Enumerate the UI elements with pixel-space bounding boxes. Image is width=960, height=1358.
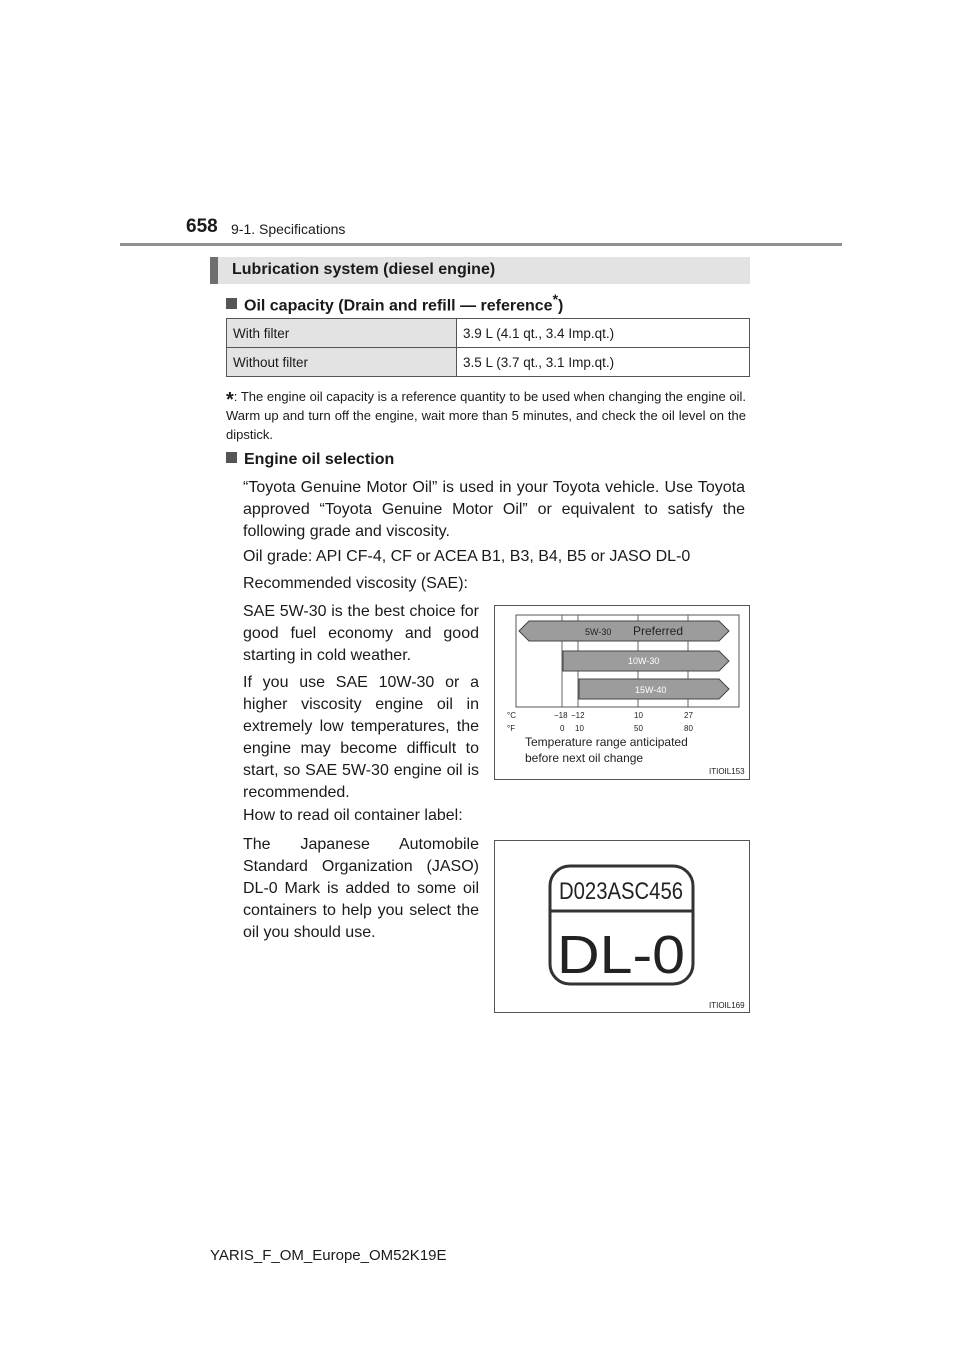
oil-capacity-heading	[226, 291, 563, 315]
viscosity-chart	[495, 606, 749, 779]
footnote-mark: *	[226, 389, 234, 411]
oil-capacity-table	[226, 318, 750, 377]
unit-fahrenheit: °F	[507, 724, 516, 733]
tick-f: 0	[560, 724, 565, 733]
higher-viscosity-paragraph: If you use SAE 10W-30 or a higher viscosity engine oil in extremely low temperatures, the engine may become difficult to start, so SAE 5W-30 engine oil is recommended.	[243, 674, 479, 801]
table-cell-value: 3.9 L (4.1 qt., 3.4 Imp.qt.)	[457, 319, 750, 348]
tick-f: 80	[684, 724, 693, 733]
page-number: 658	[186, 216, 218, 237]
bar-5w30-label: 5W-30	[585, 627, 612, 637]
label-howto: How to read oil container label:	[243, 807, 463, 824]
section-header	[210, 257, 750, 284]
jaso-label-drawing	[495, 841, 749, 1012]
bullet-square-icon	[226, 298, 237, 309]
table-cell-label: With filter	[227, 319, 457, 348]
oil-capacity-heading-text: Oil capacity (Drain and refill — reference	[244, 297, 553, 315]
section-title: Lubrication system (diesel engine)	[232, 261, 496, 278]
label-code-text: D023ASC456	[559, 878, 683, 905]
label-figure	[494, 840, 750, 1013]
tick-c: −18	[554, 711, 568, 720]
bar-15w40-label: 15W-40	[635, 685, 667, 695]
viscosity-figure	[494, 605, 750, 780]
bar-5w30	[519, 621, 729, 641]
preferred-label: Preferred	[633, 624, 684, 638]
header-rule	[120, 243, 842, 246]
footnote	[226, 386, 746, 444]
oil-grade: Oil grade: API CF-4, CF or ACEA B1, B3, B4, B5 or JASO DL-0	[243, 548, 691, 565]
tick-c: 27	[684, 711, 693, 720]
tick-f: 10	[575, 724, 584, 733]
reference-mark: *	[552, 291, 559, 307]
caption-line2: before next oil change	[525, 751, 644, 765]
dl0-mark: DL-0	[557, 925, 685, 985]
figure-code: ITIOIL153	[709, 767, 745, 776]
table-row	[227, 348, 750, 377]
heading-close: )	[558, 297, 564, 315]
unit-celsius: °C	[507, 711, 516, 720]
table-cell-label: Without filter	[227, 348, 457, 377]
viscosity-label: Recommended viscosity (SAE):	[243, 575, 468, 592]
document-id: YARIS_F_OM_Europe_OM52K19E	[210, 1247, 447, 1264]
table-row	[227, 319, 750, 348]
table-cell-value: 3.5 L (3.7 qt., 3.1 Imp.qt.)	[457, 348, 750, 377]
figure-code: ITIOIL169	[709, 1001, 745, 1010]
best-choice-paragraph: SAE 5W-30 is the best choice for good fuel economy and good starting in cold weather.	[243, 603, 479, 664]
bullet-square-icon	[226, 452, 237, 463]
engine-oil-heading	[226, 451, 394, 469]
chapter-title: 9-1. Specifications	[231, 221, 346, 237]
jaso-paragraph: The Japanese Automobile Standard Organization (JASO) DL-0 Mark is added to some oil containers to help you select the oil you should use.	[243, 836, 479, 941]
tick-c: 10	[634, 711, 643, 720]
intro-paragraph: “Toyota Genuine Motor Oil” is used in your Toyota vehicle. Use Toyota approved “Toyota Genuine Motor Oil” or equivalent to satisfy the following grade and viscosity.	[243, 479, 745, 540]
tick-f: 50	[634, 724, 643, 733]
caption-line1: Temperature range anticipated	[525, 735, 688, 749]
tick-c: −12	[571, 711, 585, 720]
bar-10w30-label: 10W-30	[628, 656, 660, 666]
engine-oil-heading-text: Engine oil selection	[244, 451, 395, 468]
footnote-text: : The engine oil capacity is a reference quantity to be used when changing the engine oil. Warm up and turn off the engine, wait more than 5 minutes, and check the oil level on the dipstick.	[226, 389, 746, 442]
